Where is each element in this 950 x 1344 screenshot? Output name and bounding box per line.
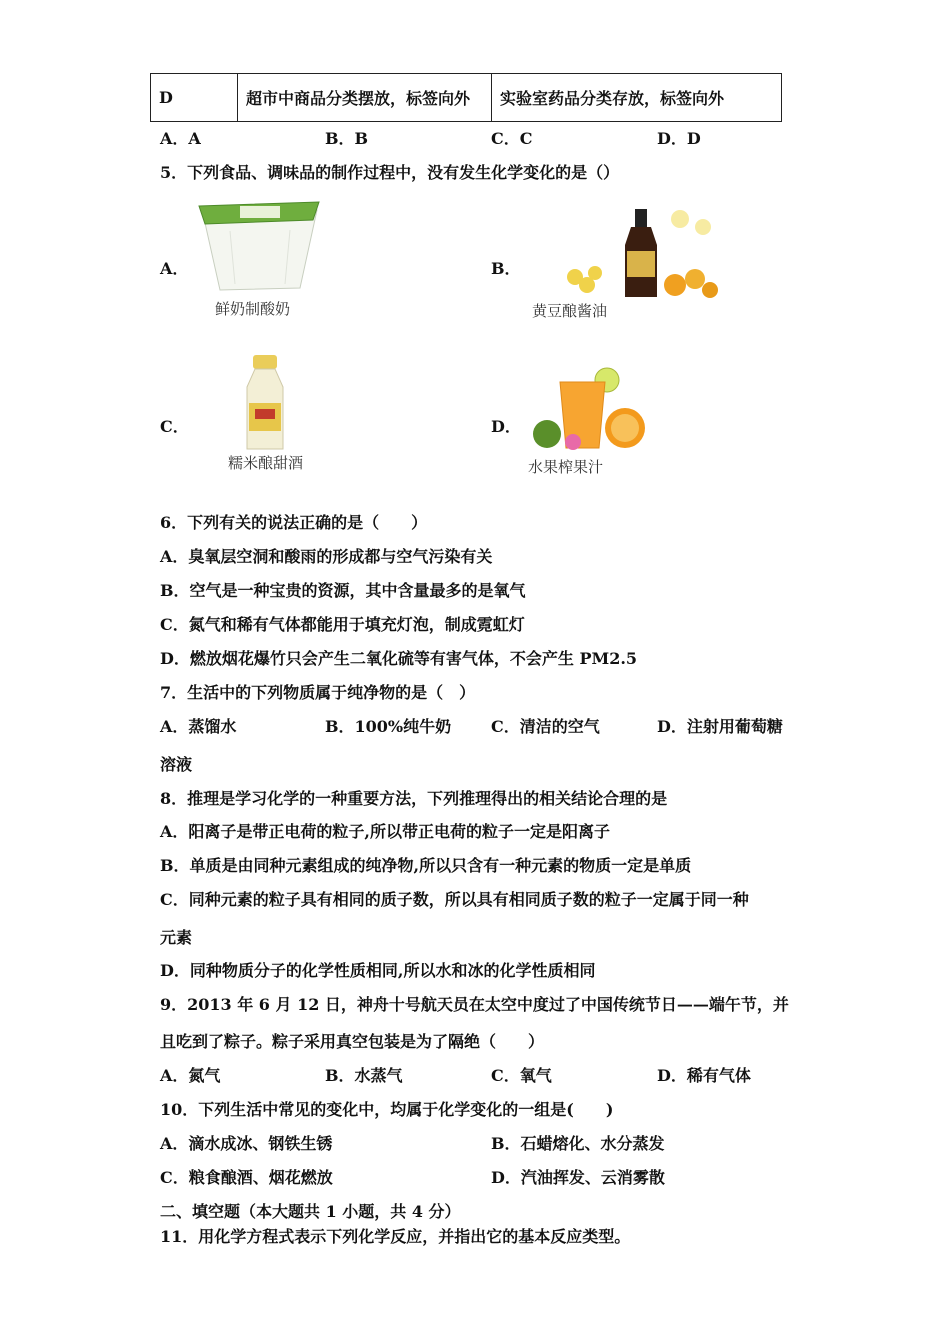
q4-option-a[interactable]: A．A [160,129,201,148]
rice-wine-bottle-icon [235,353,295,453]
q11-stem: 11．用化学方程式表示下列化学反应，并指出它的基本反应类型。 [160,1227,631,1246]
q6-option-d[interactable]: D．燃放烟花爆竹只会产生二氧化硫等有害气体，不会产生 PM2.5 [160,649,638,668]
q5-option-c-label[interactable]: C． [160,417,189,436]
q9-option-c[interactable]: C．氧气 [491,1066,552,1085]
section-heading: 二、填空题（本大题共 1 小题，共 4 分） [160,1202,461,1221]
q6-stem: 6．下列有关的说法正确的是（ ） [160,513,428,532]
table-cell-col2: 实验室药品分类存放，标签向外 [500,89,725,108]
table-cell-col1: 超市中商品分类摆放，标签向外 [238,74,492,121]
q7-option-b[interactable]: B．100%纯牛奶 [325,717,452,736]
q6-option-b[interactable]: B．空气是一种宝贵的资源，其中含量最多的是氧气 [160,581,526,600]
q8-option-c[interactable]: C．同种元素的粒子具有相同的质子数，所以具有相同质子数的粒子一定属于同一种 [160,890,749,909]
q10-option-a[interactable]: A．滴水成冰、钢铁生锈 [160,1134,333,1153]
q9-option-a[interactable]: A．氮气 [160,1066,221,1085]
q10-option-c[interactable]: C．粮食酿酒、烟花燃放 [160,1168,333,1187]
q8-option-a[interactable]: A．阳离子是带正电荷的粒子,所以带正电荷的粒子一定是阳离子 [160,822,610,841]
q8-option-c-wrap: 元素 [160,928,193,947]
q5-caption-b: 黄豆酿酱油 [532,302,608,320]
q10-option-b[interactable]: B．石蜡熔化、水分蒸发 [491,1134,665,1153]
q5-caption-a: 鲜奶制酸奶 [215,300,291,318]
q6-option-a[interactable]: A．臭氧层空洞和酸雨的形成都与空气污染有关 [160,547,493,566]
q7-option-c[interactable]: C．清洁的空气 [491,717,600,736]
q9-stem-line1: 9．2013 年 6 月 12 日，神舟十号航天员在太空中度过了中国传统节日——端午节，并 [160,995,789,1014]
q9-option-b[interactable]: B．水蒸气 [325,1066,403,1085]
q7-option-d-wrap: 溶液 [160,755,193,774]
q5-stem: 5．下列食品、调味品的制作过程中，没有发生化学变化的是（） [160,163,620,182]
q4-option-b[interactable]: B．B [325,129,369,148]
options-table [150,73,782,122]
q7-option-d[interactable]: D．注射用葡萄糖 [657,717,783,736]
q10-option-d[interactable]: D．汽油挥发、云消雾散 [491,1168,665,1187]
soy-sauce-bottle-icon [565,205,720,305]
q5-option-a-label[interactable]: A． [160,259,189,278]
yogurt-cup-icon [195,196,325,296]
fruit-juice-icon [525,368,650,458]
q8-option-b[interactable]: B．单质是由同种元素组成的纯净物,所以只含有一种元素的物质一定是单质 [160,856,692,875]
q5-option-d-label[interactable]: D． [491,417,521,436]
q6-option-c[interactable]: C．氮气和稀有气体都能用于填充灯泡，制成霓虹灯 [160,615,525,634]
q7-option-a[interactable]: A．蒸馏水 [160,717,237,736]
table-cell-label: D [151,74,238,121]
q4-option-d[interactable]: D．D [657,129,701,148]
q9-option-d[interactable]: D．稀有气体 [657,1066,751,1085]
q8-stem: 8．推理是学习化学的一种重要方法，下列推理得出的相关结论合理的是 [160,789,668,808]
q5-caption-d: 水果榨果汁 [528,458,604,476]
q5-option-b-label[interactable]: B． [491,259,521,278]
q4-option-c[interactable]: C．C [491,129,533,148]
q7-stem: 7．生活中的下列物质属于纯净物的是（ ） [160,683,476,702]
q8-option-d[interactable]: D．同种物质分子的化学性质相同,所以水和冰的化学性质相同 [160,961,596,980]
q10-stem: 10．下列生活中常见的变化中，均属于化学变化的一组是( ) [160,1100,614,1119]
q5-caption-c: 糯米酿甜酒 [228,454,304,472]
q9-stem-line2: 且吃到了粽子。粽子采用真空包装是为了隔绝（ ） [160,1032,545,1051]
